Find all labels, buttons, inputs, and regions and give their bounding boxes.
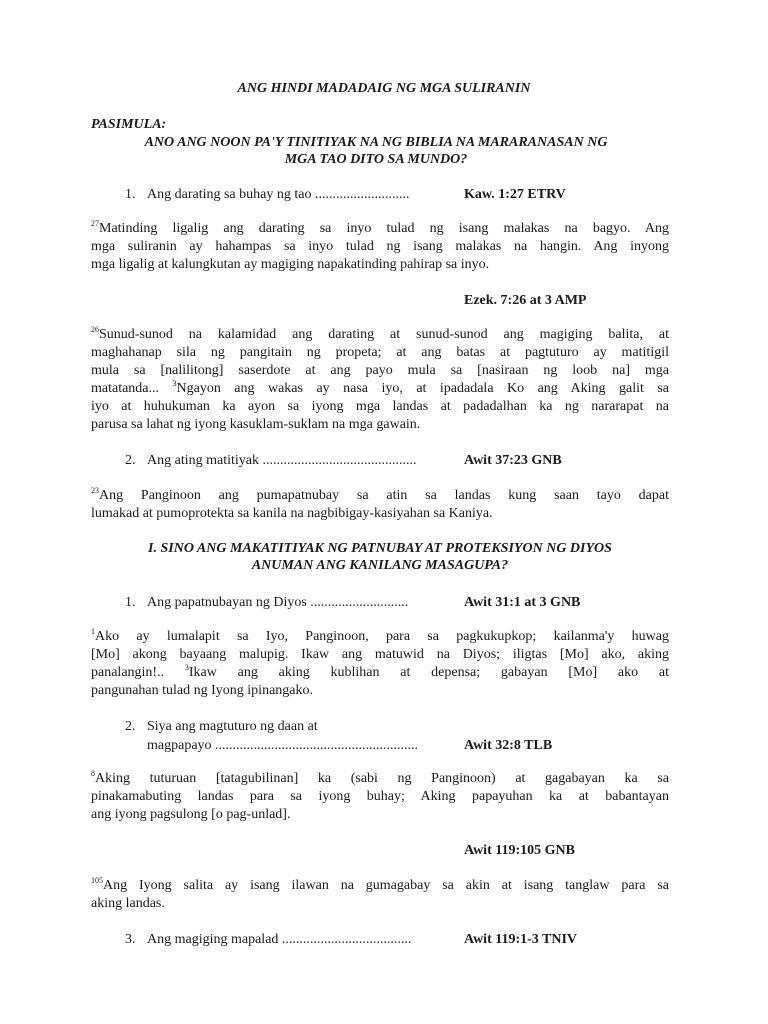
verse-text: Matinding ligalig ang darating sa inyo tulad ng isang malakas na bagyo. Ang	[99, 221, 669, 236]
scripture-reference: Awit 119:1-3 TNIV	[464, 932, 578, 947]
verse-text: aking landas.	[91, 896, 165, 911]
section-heading-line1: I. SINO ANG MAKATITIYAK NG PATNUBAY AT PROTEKSIYON NG DIYOS	[148, 541, 612, 556]
scripture-reference: Awit 32:8 TLB	[464, 738, 553, 753]
section-heading-line2: ANUMAN ANG KANILANG MASAGUPA?	[251, 558, 509, 573]
intro-question-line2: MGA TAO DITO SA MUNDO?	[284, 152, 468, 167]
list-number: 2.	[125, 719, 136, 734]
list-item	[125, 452, 416, 470]
verse-number: 26	[91, 325, 99, 334]
verse-text: matatanda...	[91, 381, 173, 396]
scripture-reference: Awit 31:1 at 3 GNB	[464, 595, 581, 610]
scripture-reference: Awit 37:23 GNB	[464, 453, 562, 468]
list-item	[125, 931, 411, 949]
verse-text: iyo at huhukuman ka ayon sa iyong mga landas at padadalhan ka ng nararapat na	[91, 399, 669, 414]
verse-text: mga suliranin ay hahampas sa inyo tulad ng isang malakas na hangin. Ang inyong	[91, 239, 669, 254]
verse-text: [Mo] akong bayaang malupig. Ikaw ang matuwid na Diyos; iligtas [Mo] ako, aking	[91, 647, 669, 662]
list-item	[125, 186, 409, 204]
verse-number: 3	[172, 379, 177, 388]
list-text: Ang ating matitiyak ............................................	[147, 453, 417, 468]
verse-paragraph	[91, 487, 669, 523]
verse-text: Ang Iyong salita ay isang ilawan na gumagabay sa akin at isang tanglaw para sa	[103, 878, 669, 893]
verse-number: 8	[91, 769, 95, 778]
verse-text: Ang Panginoon ang pumapatnubay sa atin sa landas kung saan tayo dapat	[99, 488, 669, 503]
verse-text: Sunud-sunod na kalamidad ang darating at sunud-sunod ang magiging balita, at	[99, 327, 669, 342]
verse-text: mula sa [nalilitong] saserdote at ang payo mula sa [nasiraan ng loob na] mga	[91, 363, 669, 378]
list-item	[125, 718, 318, 736]
scripture-reference: Awit 119:105 GNB	[464, 843, 575, 858]
list-number: 1.	[125, 595, 136, 610]
scripture-reference: Ezek. 7:26 at 3 AMP	[464, 293, 587, 308]
verse-number: 3	[184, 663, 189, 672]
verse-paragraph	[91, 220, 669, 274]
verse-text: pinakamabuting landas para sa iyong buhay; Aking papayuhan ka at babantayan	[91, 789, 669, 804]
verse-text: lumakad at pumoprotekta sa kanila na nagbibigay-kasiyahan sa Kaniya.	[91, 506, 493, 521]
list-text: Ang papatnubayan ng Diyos ............................	[147, 595, 409, 610]
verse-text: maghahanap sila ng pangitain ng propeta; at ang batas at pagtuturo ay matitigil	[91, 345, 669, 360]
verse-text: Ikaw ang aking kublihan at depensa; gabayan [Mo] ako at	[188, 665, 669, 680]
verse-paragraph	[91, 877, 669, 913]
list-item	[125, 594, 408, 612]
verse-paragraph	[91, 770, 669, 824]
verse-text: Ngayon ang wakas ay nasa iyo, at ipadadala Ko ang Aking galit sa	[176, 381, 669, 396]
verse-paragraph	[91, 628, 669, 700]
list-number: 3.	[125, 932, 136, 947]
list-text-continued: magpapayo ..........................................................	[147, 738, 419, 753]
list-text: Siya ang magtuturo ng daan at	[147, 719, 318, 734]
verse-number: 27	[91, 219, 99, 228]
verse-number: 1	[91, 627, 95, 636]
verse-number: 23	[91, 486, 99, 495]
list-number: 2.	[125, 453, 136, 468]
verse-text: Aking tuturuan [tatagubilinan] ka (sabi ng Panginoon) at gagabayan ka sa	[95, 771, 669, 786]
verse-text: ang iyong pagsulong [o pag-unlad].	[91, 807, 291, 822]
intro-label: PASIMULA:	[91, 117, 167, 132]
list-number: 1.	[125, 187, 136, 202]
scripture-reference: Kaw. 1:27 ETRV	[464, 187, 566, 202]
document-title: ANG HINDI MADADAIG NG MGA SULIRANIN	[237, 81, 531, 96]
list-text: Ang darating sa buhay ng tao ...........................	[147, 187, 410, 202]
verse-text: panalangin!..	[91, 665, 185, 680]
verse-text: parusa sa lahat ng iyong kasuklam-suklam na mga gawain.	[91, 417, 421, 432]
list-text: Ang magiging mapalad .....................................	[147, 932, 412, 947]
intro-question-line1: ANO ANG NOON PA'Y TINITIYAK NA NG BIBLIA NA MARARANASAN NG	[144, 135, 608, 150]
verse-text: Ako ay lumalapit sa Iyo, Panginoon, para sa pagkukupkop; kailanma'y huwag	[95, 629, 669, 644]
verse-number: 105	[91, 876, 103, 885]
verse-text: mga ligalig at kalungkutan ay magiging napakatinding pahirap sa inyo.	[91, 257, 490, 272]
verse-text: pangunahan tulad ng Iyong ipinangako.	[91, 683, 314, 698]
verse-paragraph	[91, 326, 669, 434]
